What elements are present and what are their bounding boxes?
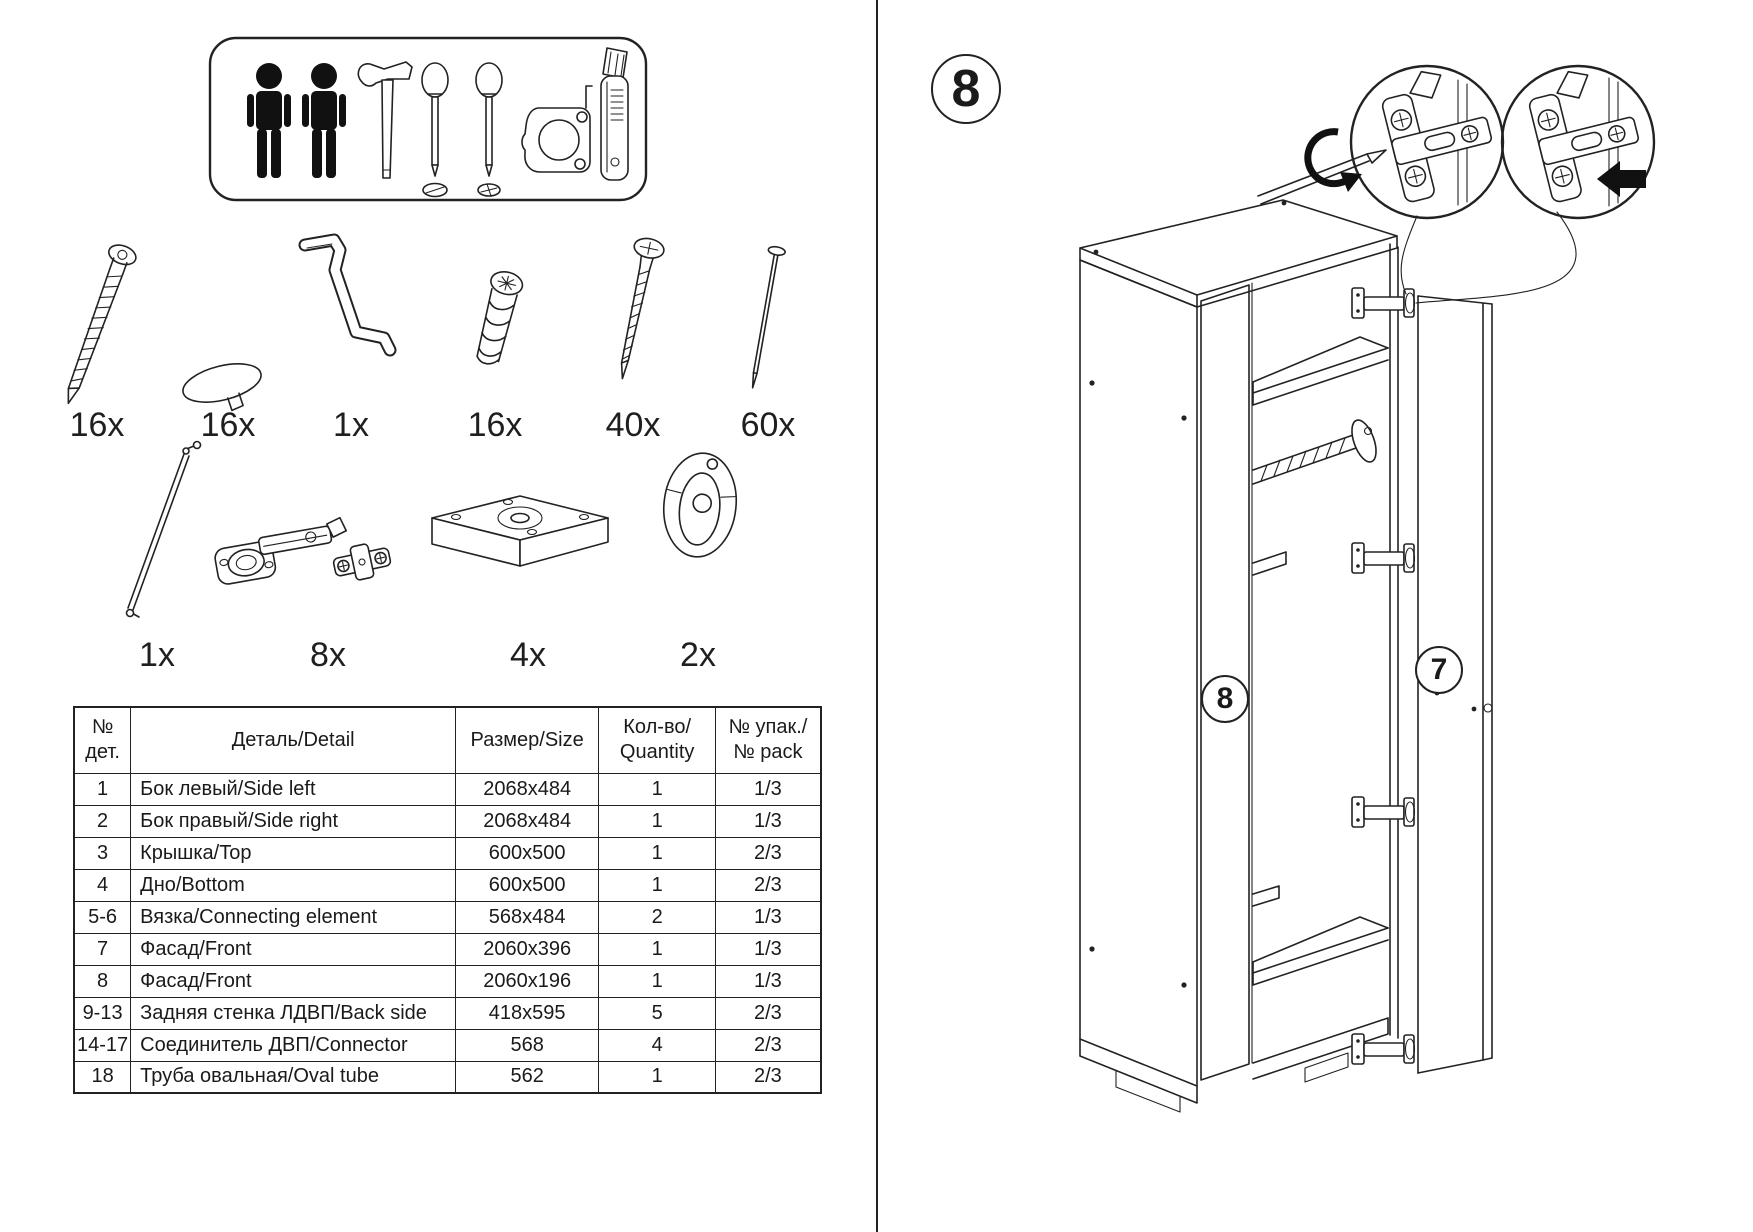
col-header-size: Размер/Size [456, 707, 599, 773]
qty-wood-screw: 40x [605, 406, 661, 444]
door-hinge [1352, 1034, 1415, 1064]
table-row: 3 Крышка/Top 600x500 1 2/3 [74, 837, 821, 869]
hinge-adjustment-callout-right [1502, 59, 1654, 218]
wood-screw-icon [607, 236, 666, 382]
hinge-set-icon [212, 517, 352, 586]
door-hinge [1352, 543, 1415, 573]
table-row: 2 Бок правый/Side right 2068x484 1 1/3 [74, 805, 821, 837]
qty-fitting-block: 4x [510, 636, 546, 674]
person-icon [247, 63, 291, 178]
table-row: 4 Дно/Bottom 600x500 1 2/3 [74, 869, 821, 901]
callout-leader-line [1401, 216, 1417, 294]
hinge-mounting-plate-icon [331, 540, 393, 585]
qty-euro-screw: 16x [467, 406, 523, 444]
person-icon [302, 63, 346, 178]
col-header-pack: № упак./ № pack [716, 707, 821, 773]
tools-box [210, 38, 646, 200]
hardware-row-1 [55, 236, 786, 421]
euro-screw-icon [471, 269, 525, 368]
col-header-part-number: № дет. [74, 707, 131, 773]
wardrobe-top-panel [1080, 200, 1397, 307]
hanging-rail [1253, 417, 1381, 484]
fitting-block-icon [432, 496, 608, 566]
table-row: 14-17 Соединитель ДВП/Connector 568 4 2/3 [74, 1029, 821, 1061]
qty-oval-tube-bracket: 2x [680, 636, 716, 674]
parts-table-header-row [74, 707, 821, 773]
hinge-adjustment-callout-left [1258, 59, 1503, 218]
wardrobe-interior [1253, 337, 1388, 1082]
qty-hex-key: 1x [333, 406, 369, 444]
tape-measure-icon [522, 86, 592, 172]
table-row: 5-6 Вязка/Connecting element 568x484 2 1/3 [74, 901, 821, 933]
col-header-quantity: Кол-во/ Quantity [599, 707, 716, 773]
wardrobe-diagram [1080, 59, 1654, 1112]
utility-knife-icon [601, 48, 628, 180]
table-row: 9-13 Задняя стенка ЛДВП/Back side 418x595 5 2/3 [74, 997, 821, 1029]
confirmat-screw-icon [55, 242, 138, 409]
wardrobe-right-edge [1390, 244, 1398, 1038]
qty-hinge-set: 8x [310, 636, 346, 674]
part-badge-narrow-door: 8 [1201, 675, 1249, 723]
col-header-detail: Деталь/Detail [131, 707, 456, 773]
step-number: 8 [951, 60, 981, 118]
qty-confirmat-screw: 16x [69, 406, 125, 444]
phillips-screwdriver-icon [476, 63, 502, 196]
door-hinge [1352, 797, 1415, 827]
part-badge-wide-door: 7 [1415, 646, 1463, 694]
qty-nail: 60x [740, 406, 796, 444]
step-number-badge [931, 54, 1001, 124]
slotted-screwdriver-icon [422, 63, 448, 197]
qty-stay-rod: 1x [139, 636, 175, 674]
hardware-row-2 [127, 442, 742, 618]
page-divider [876, 0, 878, 1232]
callout-leader-line [1416, 212, 1576, 303]
table-row: 18 Труба овальная/Oval tube 562 1 2/3 [74, 1061, 821, 1093]
table-row: 1 Бок левый/Side left 2068x484 1 1/3 [74, 773, 821, 805]
hex-key-icon [305, 240, 390, 350]
push-arrow-icon [1597, 161, 1646, 197]
wardrobe-left-side-panel [1080, 260, 1197, 1112]
oval-tube-bracket-icon [659, 450, 741, 561]
qty-cover-cap: 16x [200, 406, 256, 444]
table-row: 8 Фасад/Front 2060x196 1 1/3 [74, 965, 821, 997]
hammer-icon [358, 62, 412, 178]
parts-table [73, 706, 822, 1094]
table-row: 7 Фасад/Front 2060x396 1 1/3 [74, 933, 821, 965]
nail-icon [744, 246, 786, 390]
stay-rod-icon [127, 442, 201, 618]
